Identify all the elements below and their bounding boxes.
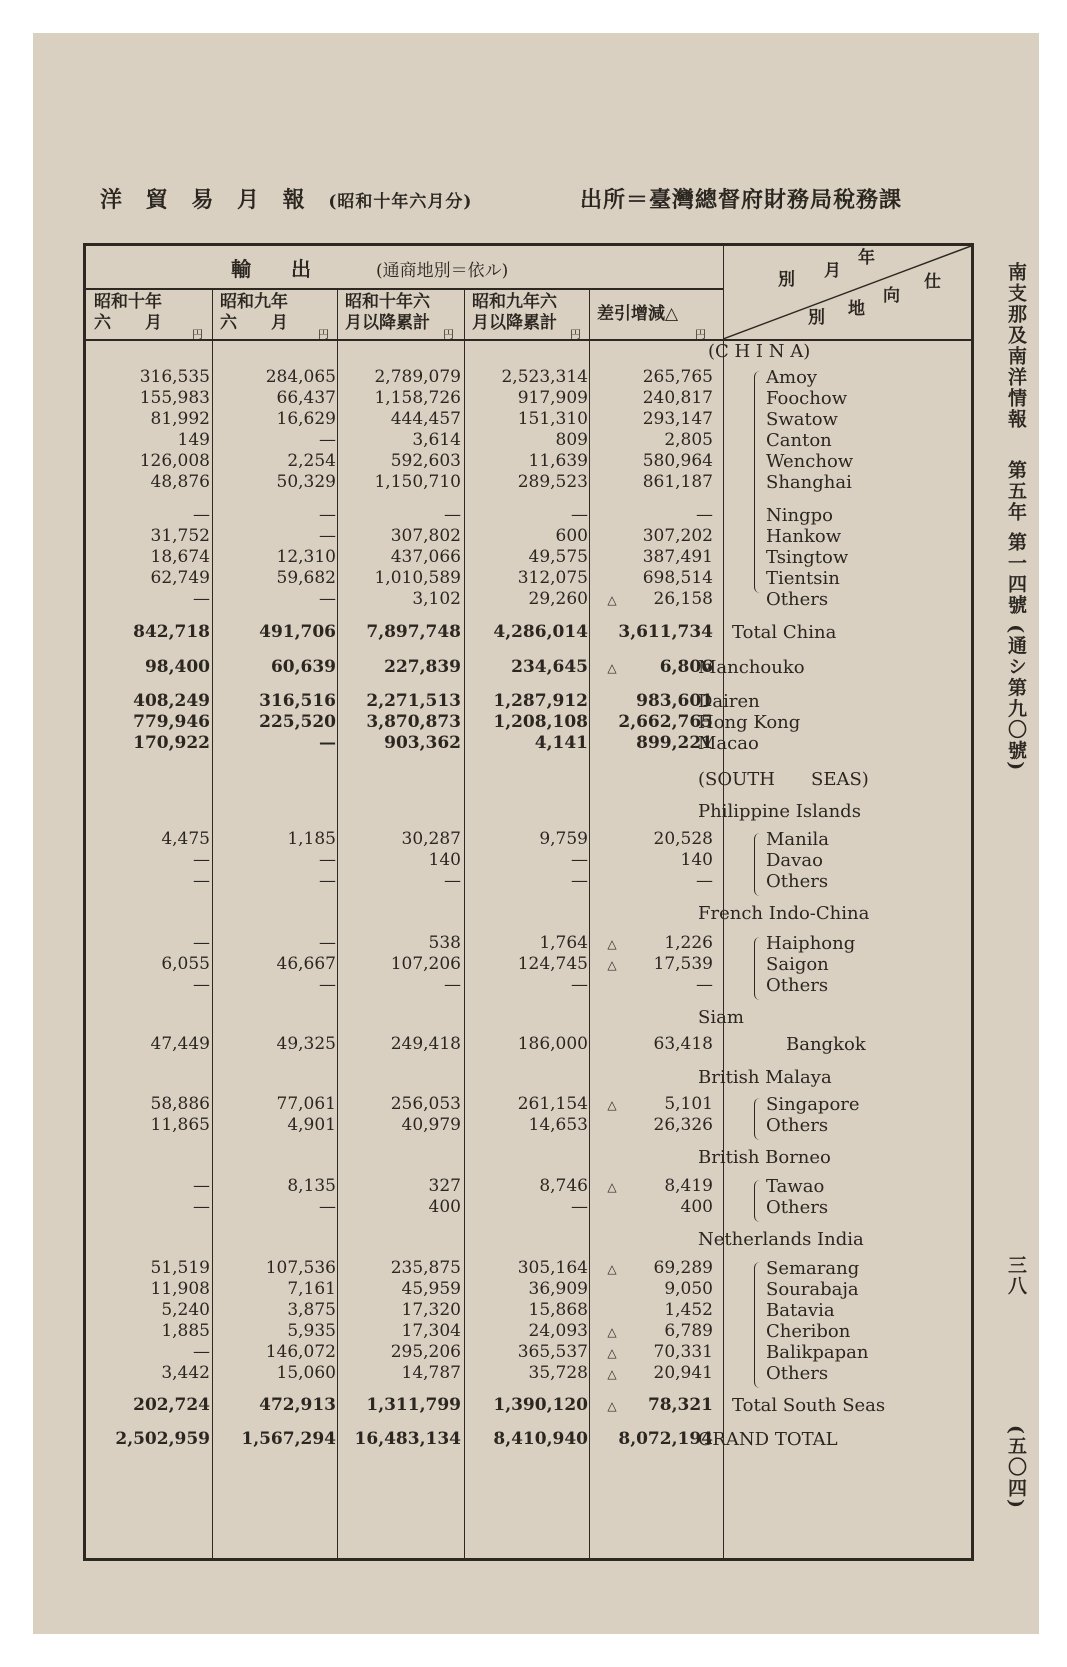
decrease-triangle-icon: △ (607, 1399, 617, 1413)
cell-r2-c5: 240,817 (642, 388, 713, 408)
cell-r9-c2: 12,310 (276, 547, 336, 567)
cell-r4-c2: — (319, 430, 336, 450)
cell-r7-c4: — (571, 505, 588, 525)
cell-r41-c4: 1,390,120 (493, 1395, 588, 1415)
cell-r11-c5: 26,158 (653, 589, 713, 609)
row-label: Singapore (766, 1094, 860, 1115)
corner-shi: 仕 (924, 272, 941, 292)
row-label: Cheribon (766, 1321, 851, 1342)
row-label: Others (766, 975, 829, 996)
cell-r33-c1: — (193, 1197, 210, 1217)
cell-r24-c4: 124,745 (517, 954, 588, 974)
decrease-triangle-icon: △ (607, 1325, 617, 1339)
report-source: 出所＝臺灣總督府財務局稅務課 (580, 187, 903, 213)
row-label: Total China (732, 622, 837, 643)
cell-r6-c2: 50,329 (276, 472, 336, 492)
cell-r24-c5: 17,539 (653, 954, 713, 974)
cell-r42-c1: 2,502,959 (115, 1429, 210, 1449)
cell-r35-c3: 235,875 (390, 1258, 461, 1278)
cell-r1-c3: 2,789,079 (374, 367, 461, 387)
cell-r40-c5: 20,941 (653, 1363, 713, 1383)
cell-r4-c5: 2,805 (664, 430, 713, 450)
cell-r19-c4: 9,759 (539, 829, 588, 849)
cell-r27-c5: 63,418 (653, 1034, 713, 1054)
decrease-triangle-icon: △ (607, 1346, 617, 1360)
decrease-triangle-icon: △ (607, 1180, 617, 1194)
row-label: Batavia (766, 1300, 835, 1321)
column-header-2: 昭和九年 六 月 (220, 292, 288, 333)
rule-subheader (86, 288, 723, 290)
cell-r13-c5: 6,806 (659, 657, 713, 677)
cell-r38-c1: 1,885 (161, 1321, 210, 1341)
row-label: Netherlands India (698, 1229, 864, 1250)
cell-r2-c4: 917,909 (517, 388, 588, 408)
cell-r30-c2: 4,901 (287, 1115, 336, 1135)
corner-month: 月 (824, 261, 841, 281)
cell-r4-c1: 149 (177, 430, 210, 450)
cell-r5-c1: 126,008 (139, 451, 210, 471)
cell-r30-c3: 40,979 (401, 1115, 461, 1135)
margin-page-local: 三八 (1005, 1255, 1027, 1297)
cell-r42-c3: 16,483,134 (354, 1429, 461, 1449)
cell-r32-c1: — (193, 1176, 210, 1196)
cell-r15-c5: 2,662,765 (618, 712, 713, 732)
cell-r32-c4: 8,746 (539, 1176, 588, 1196)
grouping-brace (754, 833, 763, 896)
column-header-4: 昭和九年六 月以降累計 (472, 292, 557, 333)
row-label: Haiphong (766, 933, 856, 954)
cell-r32-c5: 8,419 (664, 1176, 713, 1196)
row-label: Others (766, 1115, 829, 1136)
cell-r23-c1: — (193, 933, 210, 953)
cell-r41-c1: 202,724 (133, 1395, 210, 1415)
cell-r25-c5: — (696, 975, 713, 995)
cell-r19-c1: 4,475 (161, 829, 210, 849)
cell-r36-c1: 11,908 (150, 1279, 210, 1299)
margin-publication: 南支那及南洋情報 (1005, 262, 1027, 430)
row-label: Siam (698, 1007, 744, 1028)
cell-r16-c1: 170,922 (133, 733, 210, 753)
cell-r24-c2: 46,667 (276, 954, 336, 974)
cell-r20-c2: — (319, 850, 336, 870)
report-period: (昭和十年六月分) (328, 192, 473, 212)
cell-r27-c1: 47,449 (150, 1034, 210, 1054)
column-header-1: 昭和十年 六 月 (94, 292, 162, 333)
cell-r7-c3: — (444, 505, 461, 525)
cell-r6-c3: 1,150,710 (374, 472, 461, 492)
cell-r8-c3: 307,802 (390, 526, 461, 546)
row-label: Total South Seas (732, 1395, 886, 1416)
cell-r1-c5: 265,765 (642, 367, 713, 387)
cell-r3-c3: 444,457 (390, 409, 461, 429)
cell-r11-c1: — (193, 589, 210, 609)
margin-page-total: (五〇四) (1005, 1425, 1027, 1510)
cell-r30-c5: 26,326 (653, 1115, 713, 1135)
cell-r15-c4: 1,208,108 (493, 712, 588, 732)
cell-r36-c4: 36,909 (528, 1279, 588, 1299)
cell-r13-c2: 60,639 (270, 657, 336, 677)
cell-r39-c2: 146,072 (265, 1342, 336, 1362)
row-label: Hong Kong (698, 712, 801, 733)
cell-r7-c2: — (319, 505, 336, 525)
cell-r42-c4: 8,410,940 (493, 1429, 588, 1449)
cell-r8-c2: — (319, 526, 336, 546)
cell-r40-c3: 14,787 (401, 1363, 461, 1383)
cell-r7-c1: — (193, 505, 210, 525)
cell-r27-c3: 249,418 (390, 1034, 461, 1054)
cell-r5-c2: 2,254 (287, 451, 336, 471)
row-label: (C H I N A) (708, 341, 811, 362)
row-label: (SOUTH SEAS) (698, 769, 869, 790)
cell-r29-c1: 58,886 (150, 1094, 210, 1114)
cell-r14-c2: 316,516 (259, 691, 336, 711)
cell-r37-c3: 17,320 (401, 1300, 461, 1320)
cell-r21-c1: — (193, 871, 210, 891)
row-label: Others (766, 871, 829, 892)
cell-r2-c1: 155,983 (139, 388, 210, 408)
report-title (100, 183, 472, 214)
row-label: Manila (766, 829, 829, 850)
cell-r29-c5: 5,101 (664, 1094, 713, 1114)
cell-r25-c4: — (571, 975, 588, 995)
cell-r3-c4: 151,310 (517, 409, 588, 429)
cell-r10-c2: 59,682 (276, 568, 336, 588)
cell-r9-c5: 387,491 (642, 547, 713, 567)
cell-r30-c1: 11,865 (150, 1115, 210, 1135)
cell-r25-c2: — (319, 975, 336, 995)
cell-r32-c3: 327 (428, 1176, 461, 1196)
row-label: Manchouko (698, 657, 805, 678)
row-label: Bangkok (786, 1034, 866, 1055)
corner-betsu-upper: 別 (778, 270, 795, 290)
cell-r42-c5: 8,072,194 (618, 1429, 713, 1449)
cell-r7-c5: — (696, 505, 713, 525)
cell-r21-c2: — (319, 871, 336, 891)
cell-r20-c4: — (571, 850, 588, 870)
decrease-triangle-icon: △ (607, 937, 617, 951)
cell-r29-c2: 77,061 (276, 1094, 336, 1114)
cell-r27-c4: 186,000 (517, 1034, 588, 1054)
cell-r14-c3: 2,271,513 (366, 691, 461, 711)
cell-r23-c3: 538 (428, 933, 461, 953)
row-label: Davao (766, 850, 823, 871)
table-title-note: (通商地別＝依ル) (376, 261, 509, 281)
cell-r19-c2: 1,185 (287, 829, 336, 849)
row-label: Others (766, 589, 829, 610)
cell-r19-c3: 30,287 (401, 829, 461, 849)
cell-r1-c4: 2,523,314 (501, 367, 588, 387)
cell-r25-c3: — (444, 975, 461, 995)
cell-r37-c5: 1,452 (664, 1300, 713, 1320)
cell-r41-c2: 472,913 (259, 1395, 336, 1415)
cell-r37-c1: 5,240 (161, 1300, 210, 1320)
cell-r39-c5: 70,331 (653, 1342, 713, 1362)
rule-header (86, 339, 971, 341)
row-label: GRAND TOTAL (698, 1429, 838, 1450)
cell-r16-c5: 899,221 (636, 733, 713, 753)
cell-r33-c4: — (571, 1197, 588, 1217)
cell-r8-c5: 307,202 (642, 526, 713, 546)
cell-r3-c2: 16,629 (276, 409, 336, 429)
row-label: Wenchow (766, 451, 854, 472)
export-table (83, 243, 974, 1561)
cell-r40-c1: 3,442 (161, 1363, 210, 1383)
cell-r3-c5: 293,147 (642, 409, 713, 429)
cell-r35-c5: 69,289 (653, 1258, 713, 1278)
cell-r6-c4: 289,523 (517, 472, 588, 492)
row-label: Philippine Islands (698, 801, 861, 822)
cell-r8-c1: 31,752 (150, 526, 210, 546)
decrease-triangle-icon: △ (607, 661, 617, 675)
corner-betsu-lower: 別 (808, 308, 825, 328)
cell-r20-c1: — (193, 850, 210, 870)
cell-r12-c2: 491,706 (259, 622, 336, 642)
cell-r38-c4: 24,093 (528, 1321, 588, 1341)
cell-r23-c5: 1,226 (664, 933, 713, 953)
row-label: Others (766, 1197, 829, 1218)
cell-r6-c5: 861,187 (642, 472, 713, 492)
cell-r20-c5: 140 (680, 850, 713, 870)
cell-r2-c3: 1,158,726 (374, 388, 461, 408)
cell-r10-c3: 1,010,589 (374, 568, 461, 588)
cell-r10-c4: 312,075 (517, 568, 588, 588)
cell-r23-c2: — (319, 933, 336, 953)
cell-r24-c1: 6,055 (161, 954, 210, 974)
cell-r21-c5: — (696, 871, 713, 891)
cell-r27-c2: 49,325 (276, 1034, 336, 1054)
cell-r38-c2: 5,935 (287, 1321, 336, 1341)
cell-r24-c3: 107,206 (390, 954, 461, 974)
column-header-5: 差引增減△ (597, 304, 679, 324)
cell-r33-c3: 400 (428, 1197, 461, 1217)
cell-r19-c5: 20,528 (653, 829, 713, 849)
cell-r39-c4: 365,537 (517, 1342, 588, 1362)
row-label: Amoy (766, 367, 818, 388)
report-title-text: 洋 貿 易 月 報 (100, 187, 313, 213)
cell-r41-c5: 78,321 (647, 1395, 713, 1415)
cell-r15-c1: 779,946 (133, 712, 210, 732)
grouping-brace (754, 937, 763, 1000)
row-label: Tsingtow (766, 547, 849, 568)
grouping-brace (754, 371, 763, 593)
unit-label-5: 円 (695, 328, 706, 341)
row-label: Tawao (766, 1176, 825, 1197)
cell-r20-c3: 140 (428, 850, 461, 870)
row-label: Others (766, 1363, 829, 1384)
cell-r35-c2: 107,536 (265, 1258, 336, 1278)
cell-r12-c5: 3,611,734 (618, 622, 713, 642)
cell-r23-c4: 1,764 (539, 933, 588, 953)
cell-r10-c1: 62,749 (150, 568, 210, 588)
cell-r9-c1: 18,674 (150, 547, 210, 567)
cell-r10-c5: 698,514 (642, 568, 713, 588)
cell-r38-c5: 6,789 (664, 1321, 713, 1341)
grouping-brace (754, 1262, 763, 1388)
row-label: Macao (698, 733, 759, 754)
cell-r36-c2: 7,161 (287, 1279, 336, 1299)
cell-r16-c4: 4,141 (534, 733, 588, 753)
cell-r35-c1: 51,519 (150, 1258, 210, 1278)
cell-r30-c4: 14,653 (528, 1115, 588, 1135)
cell-r16-c3: 903,362 (384, 733, 461, 753)
grouping-brace (754, 1098, 763, 1140)
cell-r33-c5: 400 (680, 1197, 713, 1217)
row-label: Saigon (766, 954, 829, 975)
row-label: Shanghai (766, 472, 852, 493)
cell-r8-c4: 600 (555, 526, 588, 546)
cell-r16-c2: — (319, 733, 336, 753)
cell-r4-c4: 809 (555, 430, 588, 450)
cell-r35-c4: 305,164 (517, 1258, 588, 1278)
cell-r15-c2: 225,520 (259, 712, 336, 732)
rule-label-col (723, 246, 724, 1558)
cell-r13-c4: 234,645 (511, 657, 588, 677)
row-label: French Indo-China (698, 903, 870, 924)
row-label: Tientsin (766, 568, 840, 589)
cell-r15-c3: 3,870,873 (366, 712, 461, 732)
cell-r2-c2: 66,437 (276, 388, 336, 408)
corner-ko: 向 (883, 286, 900, 306)
cell-r40-c2: 15,060 (276, 1363, 336, 1383)
cell-r1-c2: 284,065 (265, 367, 336, 387)
corner-year: 年 (858, 248, 875, 268)
cell-r33-c2: — (319, 1197, 336, 1217)
row-label: Swatow (766, 409, 838, 430)
cell-r37-c4: 15,868 (528, 1300, 588, 1320)
corner-chi: 地 (848, 299, 865, 319)
row-label: Hankow (766, 526, 842, 547)
row-label: Canton (766, 430, 832, 451)
unit-label-4: 円 (570, 328, 581, 341)
row-label: Ningpo (766, 505, 833, 526)
grouping-brace (754, 1180, 763, 1222)
decrease-triangle-icon: △ (607, 1262, 617, 1276)
row-label: British Malaya (698, 1067, 832, 1088)
cell-r6-c1: 48,876 (150, 472, 210, 492)
unit-label-3: 円 (443, 328, 454, 341)
decrease-triangle-icon: △ (607, 958, 617, 972)
table-title: 輸 出 (231, 257, 311, 281)
cell-r29-c4: 261,154 (517, 1094, 588, 1114)
cell-r12-c3: 7,897,748 (366, 622, 461, 642)
cell-r29-c3: 256,053 (390, 1094, 461, 1114)
row-label: Semarang (766, 1258, 860, 1279)
row-label: Dairen (698, 691, 760, 712)
cell-r38-c3: 17,304 (401, 1321, 461, 1341)
cell-r12-c1: 842,718 (133, 622, 210, 642)
row-label: Balikpapan (766, 1342, 869, 1363)
cell-r25-c1: — (193, 975, 210, 995)
cell-r5-c5: 580,964 (642, 451, 713, 471)
cell-r5-c3: 592,603 (390, 451, 461, 471)
cell-r37-c2: 3,875 (287, 1300, 336, 1320)
cell-r14-c4: 1,287,912 (493, 691, 588, 711)
cell-r42-c2: 1,567,294 (241, 1429, 336, 1449)
row-label: Sourabaja (766, 1279, 859, 1300)
cell-r9-c3: 437,066 (390, 547, 461, 567)
cell-r14-c1: 408,249 (133, 691, 210, 711)
cell-r3-c1: 81,992 (150, 409, 210, 429)
unit-label-2: 円 (318, 328, 329, 341)
unit-label-1: 円 (192, 328, 203, 341)
margin-issue: 第五年 第一四號 (通シ第九〇號) (1005, 460, 1027, 773)
cell-r13-c3: 227,839 (384, 657, 461, 677)
cell-r5-c4: 11,639 (528, 451, 588, 471)
cell-r41-c3: 1,311,799 (366, 1395, 461, 1415)
cell-r13-c1: 98,400 (144, 657, 210, 677)
cell-r21-c4: — (571, 871, 588, 891)
cell-r1-c1: 316,535 (139, 367, 210, 387)
cell-r11-c4: 29,260 (528, 589, 588, 609)
cell-r36-c3: 45,959 (401, 1279, 461, 1299)
cell-r36-c5: 9,050 (664, 1279, 713, 1299)
cell-r11-c3: 3,102 (412, 589, 461, 609)
row-label: Foochow (766, 388, 848, 409)
cell-r39-c3: 295,206 (390, 1342, 461, 1362)
cell-r39-c1: — (193, 1342, 210, 1362)
row-label: British Borneo (698, 1147, 831, 1168)
cell-r11-c2: — (319, 589, 336, 609)
cell-r14-c5: 983,601 (636, 691, 713, 711)
cell-r12-c4: 4,286,014 (493, 622, 588, 642)
decrease-triangle-icon: △ (607, 1367, 617, 1381)
column-header-3: 昭和十年六 月以降累計 (345, 292, 430, 333)
cell-r21-c3: — (444, 871, 461, 891)
decrease-triangle-icon: △ (607, 1098, 617, 1112)
cell-r40-c4: 35,728 (528, 1363, 588, 1383)
cell-r9-c4: 49,575 (528, 547, 588, 567)
cell-r32-c2: 8,135 (287, 1176, 336, 1196)
cell-r4-c3: 3,614 (412, 430, 461, 450)
decrease-triangle-icon: △ (607, 593, 617, 607)
